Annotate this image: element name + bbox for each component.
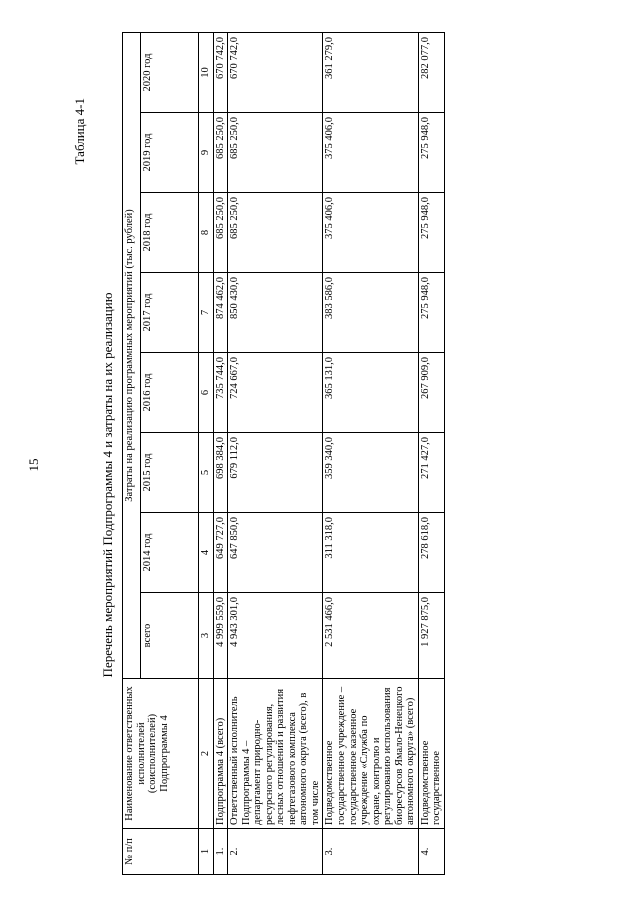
column-number: 5 — [199, 433, 214, 513]
cell-value: 685 250,0 — [228, 193, 323, 273]
cell-value: 311 318,0 — [323, 513, 418, 593]
cell-value: 278 618,0 — [418, 513, 444, 593]
header-total: всего — [141, 593, 199, 679]
row-number: 3. — [323, 829, 418, 875]
cell-value: 735 744,0 — [213, 353, 228, 433]
column-number: 6 — [199, 353, 214, 433]
cell-value: 649 727,0 — [213, 513, 228, 593]
cell-value: 685 250,0 — [213, 113, 228, 193]
header-year: 2015 год — [141, 433, 199, 513]
column-number: 2 — [199, 679, 214, 829]
header-year: 2018 год — [141, 193, 199, 273]
cell-value: 275 948,0 — [418, 113, 444, 193]
row-name: Подведомственное государственное — [418, 679, 444, 829]
header-year: 2016 год — [141, 353, 199, 433]
column-number: 8 — [199, 193, 214, 273]
page-number: 15 — [26, 458, 41, 472]
row-name: Подведомственное государственное учреждение – государственное казенное учреждение «Служба по охране, контролю и регулированию использования биоресурсов Ямало-Ненецкого автономного округа» (всего) — [323, 679, 418, 829]
cell-value: 282 077,0 — [418, 33, 444, 113]
row-number: 2. — [228, 829, 323, 875]
cell-value: 670 742,0 — [213, 33, 228, 113]
cell-total: 2 531 466,0 — [323, 593, 418, 679]
table-label: Таблица 4-1 — [72, 98, 87, 165]
column-number: 7 — [199, 273, 214, 353]
cell-value: 365 131,0 — [323, 353, 418, 433]
header-year: 2014 год — [141, 513, 199, 593]
cell-value: 275 948,0 — [418, 273, 444, 353]
cell-value: 874 462,0 — [213, 273, 228, 353]
cell-value: 275 948,0 — [418, 193, 444, 273]
header-num: № п/п — [123, 829, 199, 875]
column-number: 1 — [199, 829, 214, 875]
header-name: Наименование ответственных исполнителей (соисполнителей) Подпрограммы 4 — [123, 679, 199, 829]
cell-value: 670 742,0 — [228, 33, 323, 113]
cell-value: 361 279,0 — [323, 33, 418, 113]
table-row — [213, 33, 228, 875]
column-number: 10 — [199, 33, 214, 113]
cell-value: 375 406,0 — [323, 193, 418, 273]
row-number: 1. — [213, 829, 228, 875]
row-name: Подпрограмма 4 (всего) — [213, 679, 228, 829]
cell-total: 1 927 875,0 — [418, 593, 444, 679]
cell-value: 685 250,0 — [228, 113, 323, 193]
cell-value: 685 250,0 — [213, 193, 228, 273]
cell-value: 383 586,0 — [323, 273, 418, 353]
cell-value: 647 850,0 — [228, 513, 323, 593]
table-caption: Перечень мероприятий Подпрограммы 4 и затраты на их реализацию — [100, 292, 115, 678]
column-number-row — [199, 33, 214, 875]
header-year: 2017 год — [141, 273, 199, 353]
header-year: 2020 год — [141, 33, 199, 113]
cell-value: 271 427,0 — [418, 433, 444, 513]
header-year: 2019 год — [141, 113, 199, 193]
cell-value: 850 430,0 — [228, 273, 323, 353]
costs-table — [122, 32, 445, 875]
column-number: 4 — [199, 513, 214, 593]
row-name: Ответственный исполнитель Подпрограммы 4 – департамент природно-ресурсного регулирования, лесных отношений и развития нефтегазового комплекса автономного округа (всего), в том числе — [228, 679, 323, 829]
column-number: 3 — [199, 593, 214, 679]
column-number: 9 — [199, 113, 214, 193]
table-row — [228, 33, 323, 875]
cell-value: 267 909,0 — [418, 353, 444, 433]
cell-value: 698 384,0 — [213, 433, 228, 513]
cell-value: 359 340,0 — [323, 433, 418, 513]
table-row — [323, 33, 418, 875]
cell-total: 4 943 301,0 — [228, 593, 323, 679]
cell-total: 4 999 559,0 — [213, 593, 228, 679]
cell-value: 724 667,0 — [228, 353, 323, 433]
table-row — [418, 33, 444, 875]
row-number: 4. — [418, 829, 444, 875]
header-costs: Затраты на реализацию программных мероприятий (тыс. рублей) — [123, 33, 141, 679]
cell-value: 375 406,0 — [323, 113, 418, 193]
cell-value: 679 112,0 — [228, 433, 323, 513]
